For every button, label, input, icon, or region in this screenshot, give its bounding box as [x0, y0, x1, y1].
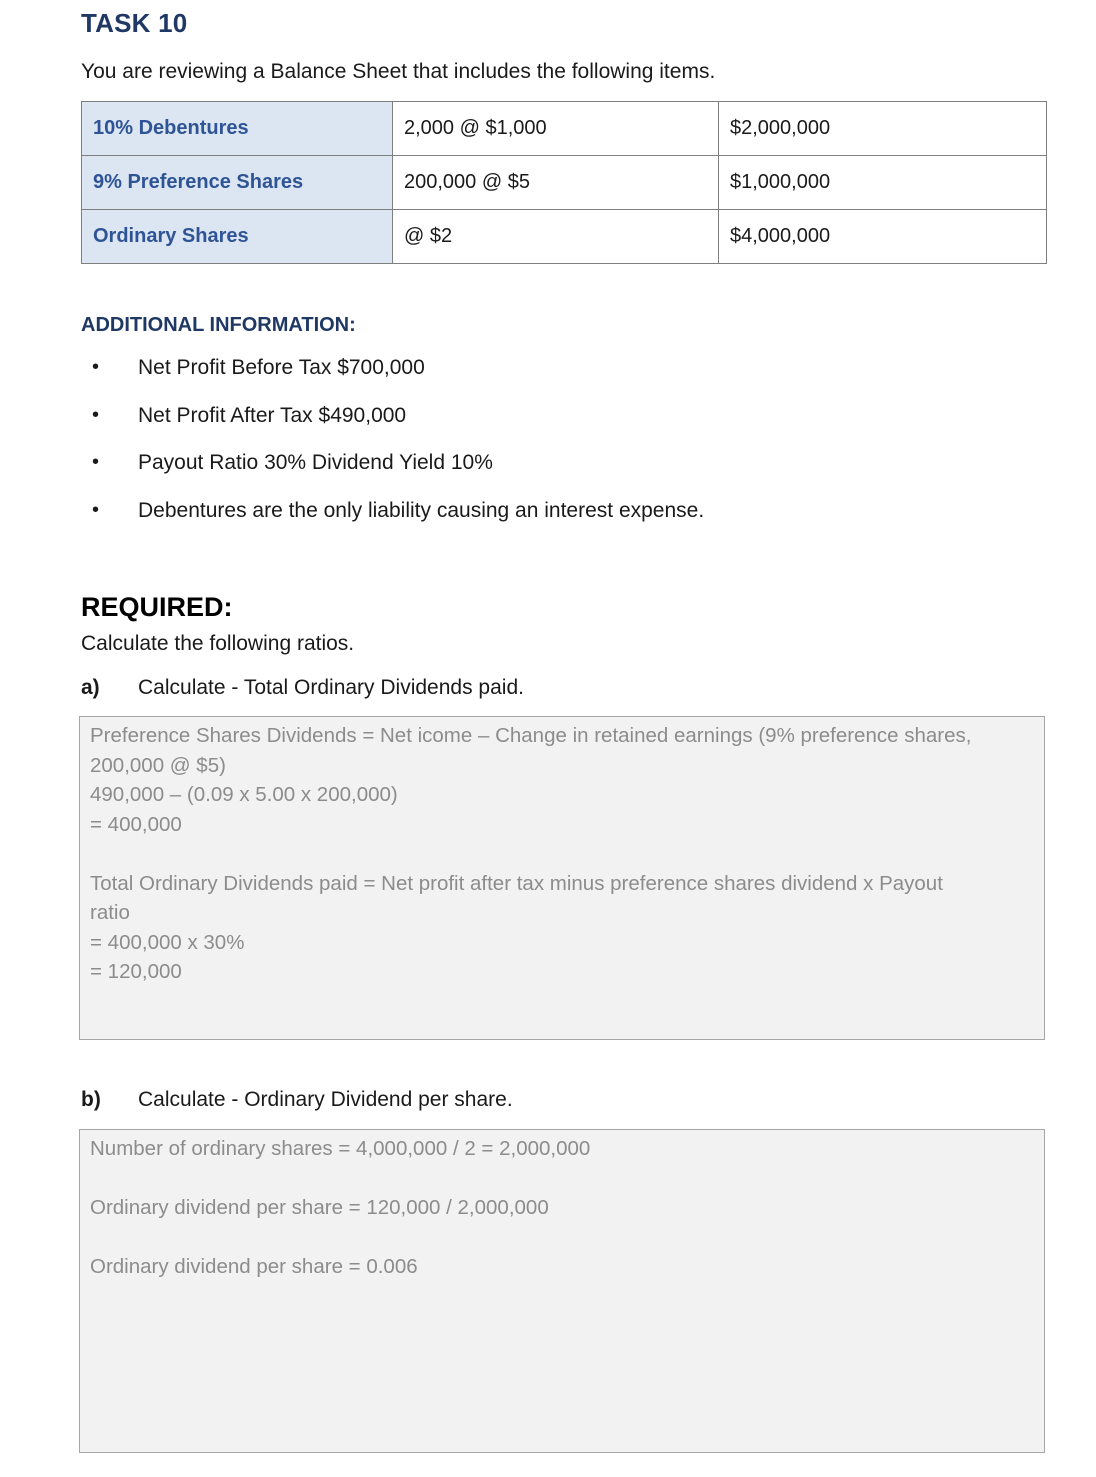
blank-line — [90, 1223, 1034, 1253]
answer-line: 490,000 – (0.09 x 5.00 x 200,000) — [90, 783, 398, 806]
answer-line: 200,000 @ $5) — [90, 753, 226, 777]
required-subtitle: Calculate the following ratios. — [81, 632, 355, 655]
question-b — [81, 1088, 513, 1112]
row-label: 10% Debentures — [82, 102, 393, 156]
question-letter: b) — [81, 1088, 101, 1111]
list-item — [81, 451, 704, 499]
list-item — [81, 356, 704, 404]
list-item-text: Net Profit After Tax $490,000 — [138, 403, 407, 427]
table-row — [82, 156, 1047, 210]
table-row — [82, 102, 1047, 156]
bullet-icon: • — [92, 356, 100, 378]
row-amount: $1,000,000 — [719, 156, 1047, 210]
task-intro: You are reviewing a Balance Sheet that includes the following items. — [81, 60, 716, 83]
additional-info-list — [81, 356, 704, 546]
bullet-icon: • — [92, 498, 100, 521]
answer-box-b[interactable] — [79, 1129, 1045, 1453]
row-amount: $4,000,000 — [719, 210, 1047, 264]
question-text: Calculate - Total Ordinary Dividends paid. — [138, 676, 524, 699]
list-item-text: Debentures are the only liability causing an interest expense. — [138, 498, 705, 522]
task-title: TASK 10 — [81, 8, 188, 38]
row-label: 9% Preference Shares — [82, 156, 393, 210]
answer-line: ratio — [90, 901, 130, 924]
balance-sheet-table — [81, 101, 1047, 264]
blank-line — [90, 839, 1034, 869]
question-text: Calculate - Ordinary Dividend per share. — [138, 1088, 513, 1111]
row-quantity: 200,000 @ $5 — [393, 156, 719, 210]
row-amount: $2,000,000 — [719, 102, 1047, 156]
bullet-icon: • — [92, 403, 100, 426]
answer-line: Ordinary dividend per share = 120,000 / 2,000,000 — [90, 1196, 549, 1219]
row-label: Ordinary Shares — [82, 210, 393, 264]
blank-line — [90, 1164, 1034, 1194]
table-row — [82, 210, 1047, 264]
row-quantity: 2,000 @ $1,000 — [393, 102, 719, 156]
answer-line: = 120,000 — [90, 960, 182, 983]
list-item — [81, 499, 704, 547]
question-letter: a) — [81, 676, 100, 699]
answer-line: = 400,000 — [90, 812, 182, 836]
answer-line: Ordinary dividend per share = 0.006 — [90, 1255, 418, 1278]
answer-line: Preference Shares Dividends = Net icome – Change in retained earnings (9% preference shares, — [90, 724, 972, 747]
question-a — [81, 676, 524, 700]
answer-line: = 400,000 x 30% — [90, 930, 245, 954]
answer-line: Number of ordinary shares = 4,000,000 / 2 = 2,000,000 — [90, 1137, 591, 1160]
list-item-text: Net Profit Before Tax $700,000 — [138, 356, 425, 379]
required-heading: REQUIRED: — [81, 592, 233, 622]
additional-info-heading: ADDITIONAL INFORMATION: — [81, 314, 356, 336]
bullet-icon: • — [92, 451, 100, 473]
row-quantity: @ $2 — [393, 210, 719, 264]
answer-line: Total Ordinary Dividends paid = Net profit after tax minus preference shares dividend x Payout — [90, 871, 943, 895]
answer-box-a[interactable] — [79, 716, 1045, 1040]
list-item — [81, 404, 704, 452]
list-item-text: Payout Ratio 30% Dividend Yield 10% — [138, 451, 493, 474]
